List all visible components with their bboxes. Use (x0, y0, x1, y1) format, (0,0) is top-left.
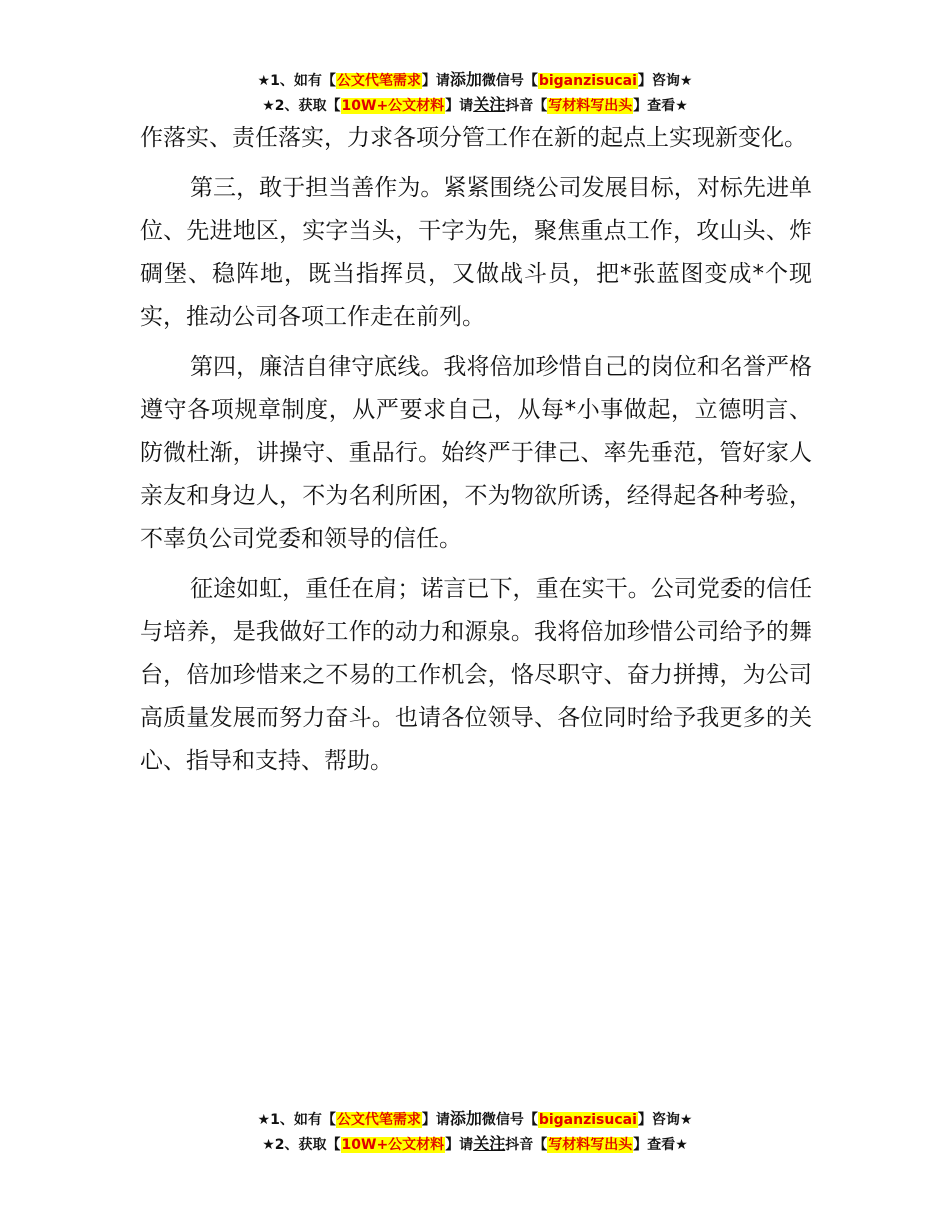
paragraph: 作落实、责任落实，力求各项分管工作在新的起点上实现新变化。 (140, 125, 807, 151)
banner-text: 】咨询★ (637, 73, 693, 89)
banner-add: 添加 (449, 1109, 482, 1128)
highlight-wechat-id: biganzisucai (538, 1112, 637, 1128)
banner-text: 】咨询★ (637, 1112, 693, 1128)
banner-follow: 关注 (473, 95, 506, 114)
highlight-account: 写材料写出头 (548, 98, 633, 114)
banner-text: 】请 (445, 98, 474, 114)
paragraph: 第四，廉洁自律守底线。我将倍加珍惜自己的岗位和名誉严格遵守各项规章制度，从严要求自己，从每*小事做起，立德明言、防微杜渐，讲操守、重品行。始终严于律己、率先垂范，管好家人亲友和身边人，不为名利所困，不为物欲所诱，经得起各种考验，不辜负公司党委和领导的信任。 (140, 354, 812, 552)
star-icon: ★ (257, 73, 271, 89)
document-body (140, 117, 812, 790)
highlight-material: 10W+公文材料 (341, 98, 445, 114)
banner-text: 】请 (421, 73, 450, 89)
banner-text: 抖音【 (505, 98, 548, 114)
banner-line-1 (0, 1107, 950, 1132)
banner-text: 】请 (445, 1137, 474, 1153)
paragraph: 第三，敢于担当善作为。紧紧围绕公司发展目标，对标先进单位、先进地区，实字当头，干字为先，聚焦重点工作，攻山头、炸碉堡、稳阵地，既当指挥员，又做战斗员，把*张蓝图变成*个现实，推动公司各项工作走在前列。 (140, 175, 812, 330)
banner-text: 】查看★ (633, 1137, 688, 1153)
header-banner (0, 68, 950, 118)
banner-text: 微信号【 (481, 1112, 538, 1128)
banner-follow: 关注 (473, 1134, 506, 1153)
banner-text: 】请 (421, 1112, 450, 1128)
highlight-account: 写材料写出头 (548, 1137, 633, 1153)
star-icon: ★ (262, 1137, 275, 1153)
banner-text: 2、获取【 (274, 98, 341, 114)
paragraph: 征途如虹，重任在肩；诺言已下，重在实干。公司党委的信任与培养，是我做好工作的动力和源泉。我将倍加珍惜公司给予的舞台，倍加珍惜来之不易的工作机会，恪尽职守、奋力拼搏，为公司高质量发展而努力奋斗。也请各位领导、各位同时给予我更多的关心、指导和支持、帮助。 (140, 576, 812, 774)
banner-line-2 (0, 1132, 950, 1157)
star-icon: ★ (262, 98, 275, 114)
banner-text: 抖音【 (505, 1137, 548, 1153)
banner-text: 】查看★ (633, 98, 688, 114)
highlight-need: 公文代笔需求 (336, 1112, 421, 1128)
footer-banner (0, 1107, 950, 1157)
highlight-need: 公文代笔需求 (336, 73, 421, 89)
banner-add: 添加 (449, 70, 482, 89)
highlight-wechat-id: biganzisucai (538, 73, 637, 89)
banner-text: 微信号【 (481, 73, 538, 89)
star-icon: ★ (257, 1112, 271, 1128)
banner-text: 2、获取【 (274, 1137, 341, 1153)
banner-text: 1、如有【 (270, 73, 336, 89)
banner-line-2 (0, 93, 950, 118)
banner-text: 1、如有【 (270, 1112, 336, 1128)
highlight-material: 10W+公文材料 (341, 1137, 445, 1153)
banner-line-1 (0, 68, 950, 93)
